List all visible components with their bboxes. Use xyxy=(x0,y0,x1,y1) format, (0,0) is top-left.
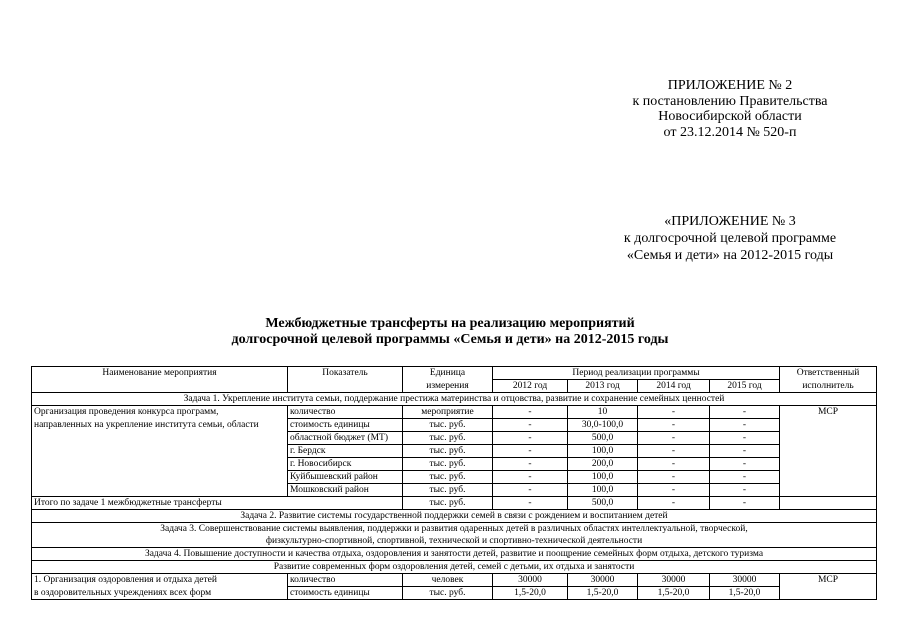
unit-cell: тыс. руб. xyxy=(403,471,493,484)
value-2013: 200,0 xyxy=(568,458,638,471)
indicator-cell: количество xyxy=(288,406,403,419)
indicator-cell: количество xyxy=(288,574,403,587)
value-2012: - xyxy=(493,458,568,471)
appendix-2-line2: к постановлению Правительства xyxy=(632,93,828,109)
header-year-2014: 2014 год xyxy=(638,380,710,393)
total1-name: Итого по задаче 1 межбюджетные трансферты xyxy=(32,497,403,510)
table-row xyxy=(32,471,877,484)
header-row-1 xyxy=(32,367,877,380)
unit-cell: тыс. руб. xyxy=(403,587,493,600)
event1-name-blank xyxy=(32,484,288,497)
table-row xyxy=(32,432,877,445)
table-row xyxy=(32,419,877,432)
header-period: Период реализации программы xyxy=(493,367,780,380)
table-row xyxy=(32,587,877,600)
value-2013: 30000 xyxy=(568,574,638,587)
header-row-2 xyxy=(32,380,877,393)
indicator-cell: Мошковский район xyxy=(288,484,403,497)
header-unit-2: измерения xyxy=(403,380,493,393)
value-2014: - xyxy=(638,432,710,445)
appendix-3-line2: к долгосрочной целевой программе xyxy=(623,231,837,246)
table-row xyxy=(32,445,877,458)
value-2012: - xyxy=(493,445,568,458)
unit-cell: тыс. руб. xyxy=(403,419,493,432)
value-2013: 500,0 xyxy=(568,497,638,510)
unit-cell: тыс. руб. xyxy=(403,458,493,471)
event2-executor: МСР xyxy=(780,574,877,600)
event1-executor: МСР xyxy=(780,406,877,497)
title-line2: долгосрочной целевой программы «Семья и дети» на 2012-2015 годы xyxy=(231,332,669,347)
indicator-cell: Куйбышевский район xyxy=(288,471,403,484)
task2-row xyxy=(32,510,877,523)
value-2014: - xyxy=(638,406,710,419)
table-row xyxy=(32,406,877,419)
unit-cell: мероприятие xyxy=(403,406,493,419)
task2-text: Задача 2. Развитие системы государственной поддержки семей в связи с рождением и воспитанием детей xyxy=(32,510,877,523)
value-2014: 1,5-20,0 xyxy=(638,587,710,600)
task3-line1: Задача 3. Совершенствование системы выявления, поддержки и развития одаренных детей в различных областях интеллектуальной, творческой, xyxy=(160,524,748,534)
event2-name-line2: в оздоровительных учреждениях всех форм xyxy=(32,587,288,600)
value-2015: - xyxy=(710,471,780,484)
value-2014: - xyxy=(638,471,710,484)
value-2015: 30000 xyxy=(710,574,780,587)
transfers-table xyxy=(31,366,877,600)
header-name: Наименование мероприятия xyxy=(32,367,288,380)
appendix-3-line3: «Семья и дети» на 2012-2015 годы xyxy=(626,248,834,263)
indicator-cell: стоимость единицы xyxy=(288,419,403,432)
value-2014: 30000 xyxy=(638,574,710,587)
value-2013: 100,0 xyxy=(568,484,638,497)
event1-name-line1: Организация проведения конкурса программ, xyxy=(32,406,288,419)
value-2014: - xyxy=(638,484,710,497)
total1-row xyxy=(32,497,877,510)
event1-name-blank xyxy=(32,471,288,484)
unit-cell: тыс. руб. xyxy=(403,445,493,458)
document-title xyxy=(130,316,770,348)
task4-text: Задача 4. Повышение доступности и качества отдыха, оздоровления и занятости детей, развитие и поощрение семейных форм отдыха, детского туризма xyxy=(32,548,877,561)
header-year-2012: 2012 год xyxy=(493,380,568,393)
header-exec-2: исполнитель xyxy=(780,380,877,393)
value-2013: 500,0 xyxy=(568,432,638,445)
value-2015: - xyxy=(710,445,780,458)
header-name-cont xyxy=(32,380,288,393)
event1-name-line2: направленных на укрепление института семьи, области xyxy=(32,419,288,432)
appendix-2-line3: Новосибирской области xyxy=(658,109,802,124)
value-2012: - xyxy=(493,419,568,432)
value-2012: - xyxy=(493,497,568,510)
table-row xyxy=(32,574,877,587)
total1-exec-empty xyxy=(780,497,877,510)
task4-sub-row xyxy=(32,561,877,574)
value-2015: - xyxy=(710,497,780,510)
value-2012: 1,5-20,0 xyxy=(493,587,568,600)
header-unit-1: Единица xyxy=(403,367,493,380)
value-2012: - xyxy=(493,471,568,484)
value-2013: 10 xyxy=(568,406,638,419)
header-year-2013: 2013 год xyxy=(568,380,638,393)
appendix-2-block xyxy=(600,78,860,140)
value-2015: - xyxy=(710,484,780,497)
task3-cell xyxy=(32,523,877,548)
value-2014: - xyxy=(638,445,710,458)
task1-row xyxy=(32,393,877,406)
task1-text: Задача 1. Укрепление института семьи, поддержание престижа материнства и отцовства, развитие и сохранение семейных ценностей xyxy=(32,393,877,406)
value-2013: 1,5-20,0 xyxy=(568,587,638,600)
value-2014: - xyxy=(638,458,710,471)
value-2014: - xyxy=(638,497,710,510)
event1-name-blank xyxy=(32,445,288,458)
appendix-2-line4: от 23.12.2014 № 520-п xyxy=(663,124,797,140)
unit-cell: человек xyxy=(403,574,493,587)
value-2015: - xyxy=(710,432,780,445)
header-exec-1: Ответственный xyxy=(780,367,877,380)
unit-cell: тыс. руб. xyxy=(403,497,493,510)
unit-cell: тыс. руб. xyxy=(403,432,493,445)
header-indicator-cont xyxy=(288,380,403,393)
table-row xyxy=(32,484,877,497)
value-2014: - xyxy=(638,419,710,432)
task4-row xyxy=(32,548,877,561)
header-year-2015: 2015 год xyxy=(710,380,780,393)
value-2015: - xyxy=(710,458,780,471)
event1-name-blank xyxy=(32,432,288,445)
value-2012: - xyxy=(493,484,568,497)
appendix-2-line1: ПРИЛОЖЕНИЕ № 2 xyxy=(667,78,793,93)
unit-cell: тыс. руб. xyxy=(403,484,493,497)
task3-row xyxy=(32,523,877,548)
value-2013: 100,0 xyxy=(568,445,638,458)
indicator-cell: г. Бердск xyxy=(288,445,403,458)
value-2013: 100,0 xyxy=(568,471,638,484)
appendix-3-block xyxy=(600,213,860,264)
value-2012: 30000 xyxy=(493,574,568,587)
indicator-cell: г. Новосибирск xyxy=(288,458,403,471)
event2-name-line1: 1. Организация оздоровления и отдыха детей xyxy=(32,574,288,587)
value-2013: 30,0-100,0 xyxy=(568,419,638,432)
task4-sub-text: Развитие современных форм оздоровления детей, семей с детьми, их отдыха и занятости xyxy=(32,561,877,574)
header-indicator: Показатель xyxy=(288,367,403,380)
task3-line2: физкультурно-спортивной, спортивной, технической и спортивно-технической деятельности xyxy=(265,536,643,546)
value-2015: - xyxy=(710,406,780,419)
value-2015: 1,5-20,0 xyxy=(710,587,780,600)
table-row xyxy=(32,458,877,471)
appendix-3-line1: «ПРИЛОЖЕНИЕ № 3 xyxy=(664,214,796,229)
indicator-cell: областной бюджет (МТ) xyxy=(288,432,403,445)
value-2015: - xyxy=(710,419,780,432)
value-2012: - xyxy=(493,406,568,419)
title-line1: Межбюджетные трансферты на реализацию мероприятий xyxy=(265,316,635,331)
value-2012: - xyxy=(493,432,568,445)
event1-name-blank xyxy=(32,458,288,471)
indicator-cell: стоимость единицы xyxy=(288,587,403,600)
